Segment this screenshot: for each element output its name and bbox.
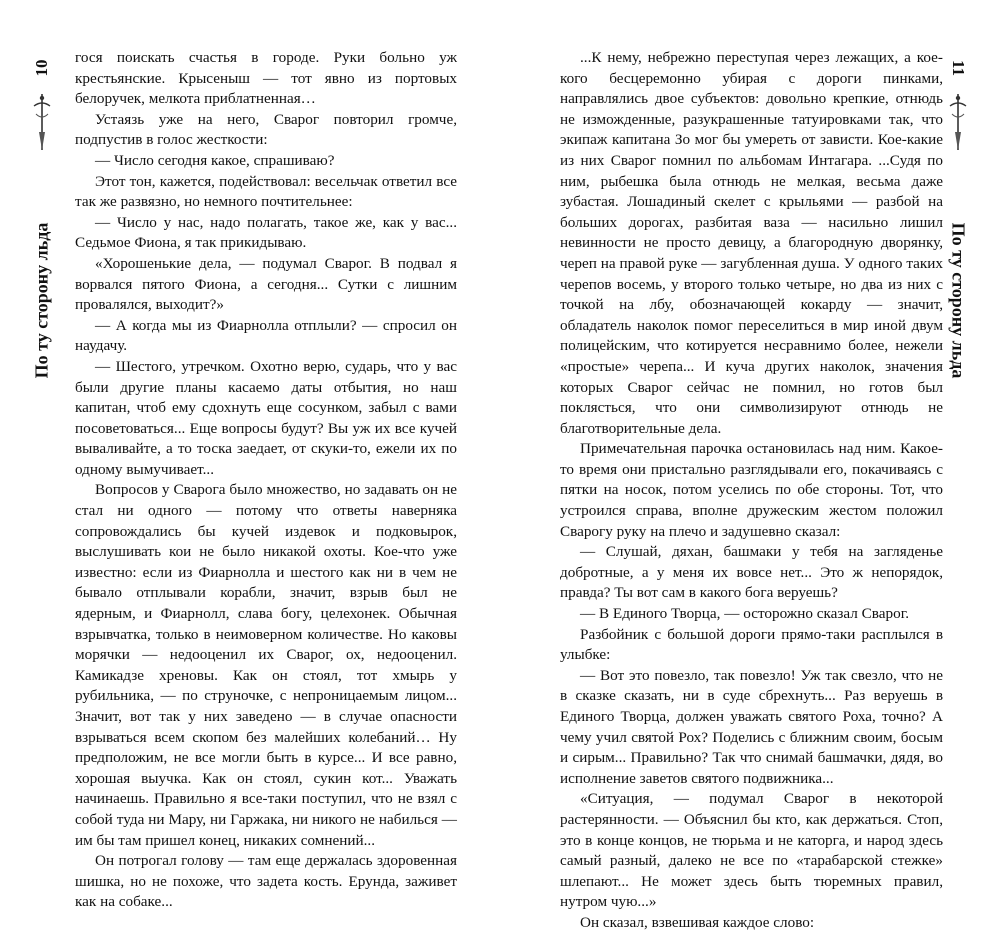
paragraph: Устаязь уже на него, Сварог повторил громче, подпустив в голос жесткости: [75, 110, 457, 149]
paragraph: — Шестого, утречком. Охотно верю, сударь, что у вас были другие планы касаемо даты отбытия, но наш капитан, чтоб ему сдохнуть еще сосунком, забыл с вами посоветоваться... Еще вопросы будут? Вы уж их все кучей вываливайте, а то тоска заедает, от скуки-то, ежели их по одному вымучивает... [75, 357, 457, 478]
sword-ornament-icon [946, 92, 970, 152]
paragraph: — Слушай, дяхан, башмаки у тебя на загляденье добротные, а у меня их вовсе нет... Это ж непорядок, правда? Ты вот сам в какого бога веруешь? [560, 543, 943, 602]
page-number: 10 [32, 59, 51, 77]
paragraph: «Ситуация, — подумал Сварог в некоторой растерянности. — Объяснил бы кто, как держаться. Стоп, это в конце концов, не тюрьма и не каторга, и народ здесь самый разный, далеко не все по «тарабарской стежке» шлепают... Не может здесь быть тюремных правил, нутром чую...» [560, 790, 943, 911]
paragraph: Разбойник с большой дороги прямо-таки расплылся в улыбке: [560, 625, 943, 664]
left-body-text [75, 48, 457, 913]
paragraph: ...К нему, небрежно переступая через лежащих, а кое-кого бесцеремонно убирая с дороги пинками, направлялись двое субъектов: довольно крепкие, отнюдь не изможденные, разукрашенные татуировками так, что экипаж капитана Зо мог бы умереть от зависти. Кое-какие из них Сварог помнил по альбомам Интагара. ...Судя по ним, рыбешка была отнюдь не мелкая, весьма даже зубастая. Лошадиный скелет с крыльями — разбой на больших дорогах, разбитая ваза — насильно лишил невинности не просто девицу, а благородную дворянку, череп на правой руке — загубленная душа. У одного таких черепов восемь, у второго только четыре, но два из них с точкой на лбу, обозначающей кокарду — значит, обладатель наколок помог переселиться в мир иной двум полицейским, что котируется несравнимо более, нежели «простые» черепа... И куча других наколок, значения которых Сварог сейчас не помнил, но готов был поклясться, что они символизируют отнюдь не благотворительные дела. [560, 49, 943, 437]
paragraph: — В Единого Творца, — осторожно сказал Сварог. [580, 605, 910, 623]
paragraph: Этот тон, кажется, подействовал: весельчак ответил все так же развязно, но немного почтительнее: [75, 172, 457, 211]
page-number: 11 [949, 59, 968, 77]
paragraph: — Число у нас, надо полагать, такое же, как у вас... Седьмое Фиона, я так прикидываю. [75, 213, 457, 252]
paragraph: — Вот это повезло, так повезло! Уж так свезло, что не в сказке сказать, ни в суде сбрехнуть... Раз веруешь в Единого Творца, должен уважать святого Роха, точно? А чему учил святой Рох? Поделись с ближним своим, босым и сирым... Правильно? Так что снимай башмачки, дядя, во исполнение заветов святого подвижника... [560, 666, 943, 787]
paragraph: Примечательная парочка остановилась над ним. Какое-то время они пристально разглядывали его, покачиваясь с пятки на носок, потом уселись по обе стороны. Тот, что устроился справа, вполне дружеским жестом положил Сварогу руку на плечо и задушевно сказал: [560, 440, 943, 540]
right-page [500, 0, 1000, 931]
running-head: По ту сторону льда [948, 222, 969, 379]
paragraph: «Хорошенькие дела, — подумал Сварог. В подвал я ворвался пятого Фиона, а сегодня... Сутки с лишним провалялся, выходит?» [75, 254, 457, 314]
sword-ornament-icon [30, 92, 54, 152]
paragraph: Он потрогал голову — там еще держалась здоровенная шишка, но не похоже, что задета кость. Ерунда, заживет как на собаке... [75, 852, 457, 911]
paragraph: Он сказал, взвешивая каждое слово: [580, 913, 815, 931]
paragraph: гося поискать счастья в городе. Руки больно уж крестьянские. Крысеныш — тот явно из портовых белоручек, мелкота приблатненная… [75, 49, 457, 108]
right-body-text [560, 48, 943, 934]
left-page [0, 0, 500, 911]
running-head: По ту сторону льда [31, 222, 52, 379]
paragraph: — Число сегодня какое, спрашиваю? [95, 151, 335, 169]
paragraph: — А когда мы из Фиарнолла отплыли? — спросил он наудачу. [75, 316, 457, 355]
paragraph: Вопросов у Сварога было множество, но задавать он не стал ни одного — потому что ответы наверняка сопровождались бы кучей издевок и подковырок, выслушивать кои не было никакой охоты. Кое-что уже известно: если из Фиарнолла и шестого как ни в чем не бывало отплывали корабли, значит, взрыв был не ядерным, и Фиарнолл, слава богу, целехонек. Обычная взрывчатка, только в неимоверном количестве. Но каковы морячки — недооценил их Сварог, ох, недооценил. Камикадзе хреновы. Как он стоял, тот хмырь у рубильника, — по струночке, с непроницаемым лицом... Значит, вот так у них заведено — в случае опасности взрываться всем скопом без малейших колебаний… Ну предположим, не все могли быть в курсе... И все равно, хорошая выучка. Как он стоял, сукин кот... Уважать начинаешь. Правильно я все-таки поступил, что не взял с собой туда ни Мару, ни Гаржака, ни никого не набилься — им бы там пришел конец, никаких сомнений... [75, 481, 457, 849]
